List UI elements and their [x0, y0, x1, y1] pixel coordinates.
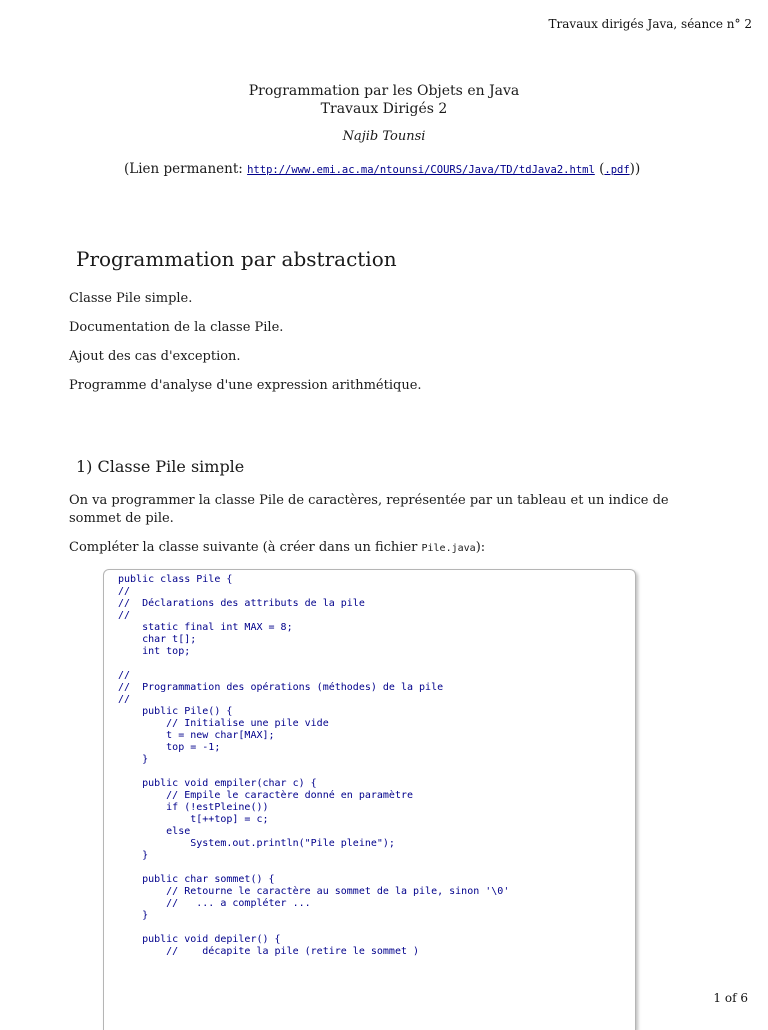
toc-item: Documentation de la classe Pile. [69, 320, 284, 335]
document-subtitle: Travaux Dirigés 2 [320, 101, 448, 117]
permalink-url-link[interactable]: http://www.emi.ac.ma/ntounsi/COURS/Java/TD/tdJava2.html [247, 164, 595, 176]
instruction-text: Compléter la classe suivante (à créer dans un fichier [69, 540, 422, 555]
code-listing-box [103, 569, 636, 1030]
subsection-heading: 1) Classe Pile simple [76, 457, 245, 476]
paragraph-intro: On va programmer la classe Pile de caractères, représentée par un tableau et un indice de sommet de pile. [69, 493, 669, 526]
pdf-link[interactable]: .pdf [604, 164, 630, 176]
inline-filename: Pile.java [421, 543, 476, 554]
toc-item: Classe Pile simple. [69, 291, 193, 306]
permalink-suffix: )) [629, 161, 641, 177]
section-heading: Programmation par abstraction [76, 247, 397, 271]
pdf-link-open: ( [599, 161, 605, 177]
toc-item: Ajout des cas d'exception. [69, 349, 241, 364]
permalink-line [124, 161, 640, 177]
section-toc [69, 290, 422, 406]
permalink-prefix: (Lien permanent: [124, 161, 248, 177]
author-name: Najib Tounsi [342, 129, 426, 144]
page-indicator: 1 of 6 [713, 991, 748, 1005]
document-title: Programmation par les Objets en Java [248, 83, 520, 99]
instruction-text-end: ): [475, 540, 486, 555]
paragraph-instruction [69, 539, 485, 558]
toc-item: Programme d'analyse d'une expression arithmétique. [69, 378, 422, 393]
code-listing: public class Pile { // // Déclarations des attributs de la pile // static final int MAX = 8; char t[]; int top; // // Programmation des opérations (méthodes) de la pile // public Pile() { // Initialise une pile vide t = new char[MAX]; top = -1; } public void empiler(char c) { // Empile le caractère donné en paramètre if (!estPleine()) t[++top] = c; else System.out.println("Pile pleine"); } public char sommet() { // Retourne le caractère au sommet de la pile, sinon '\0' // ... a compléter ... } public void depiler() { // décapite la pile (retire le sommet ) [118, 574, 510, 957]
title-block [0, 82, 768, 146]
running-header: Travaux dirigés Java, séance n° 2 [548, 17, 752, 31]
